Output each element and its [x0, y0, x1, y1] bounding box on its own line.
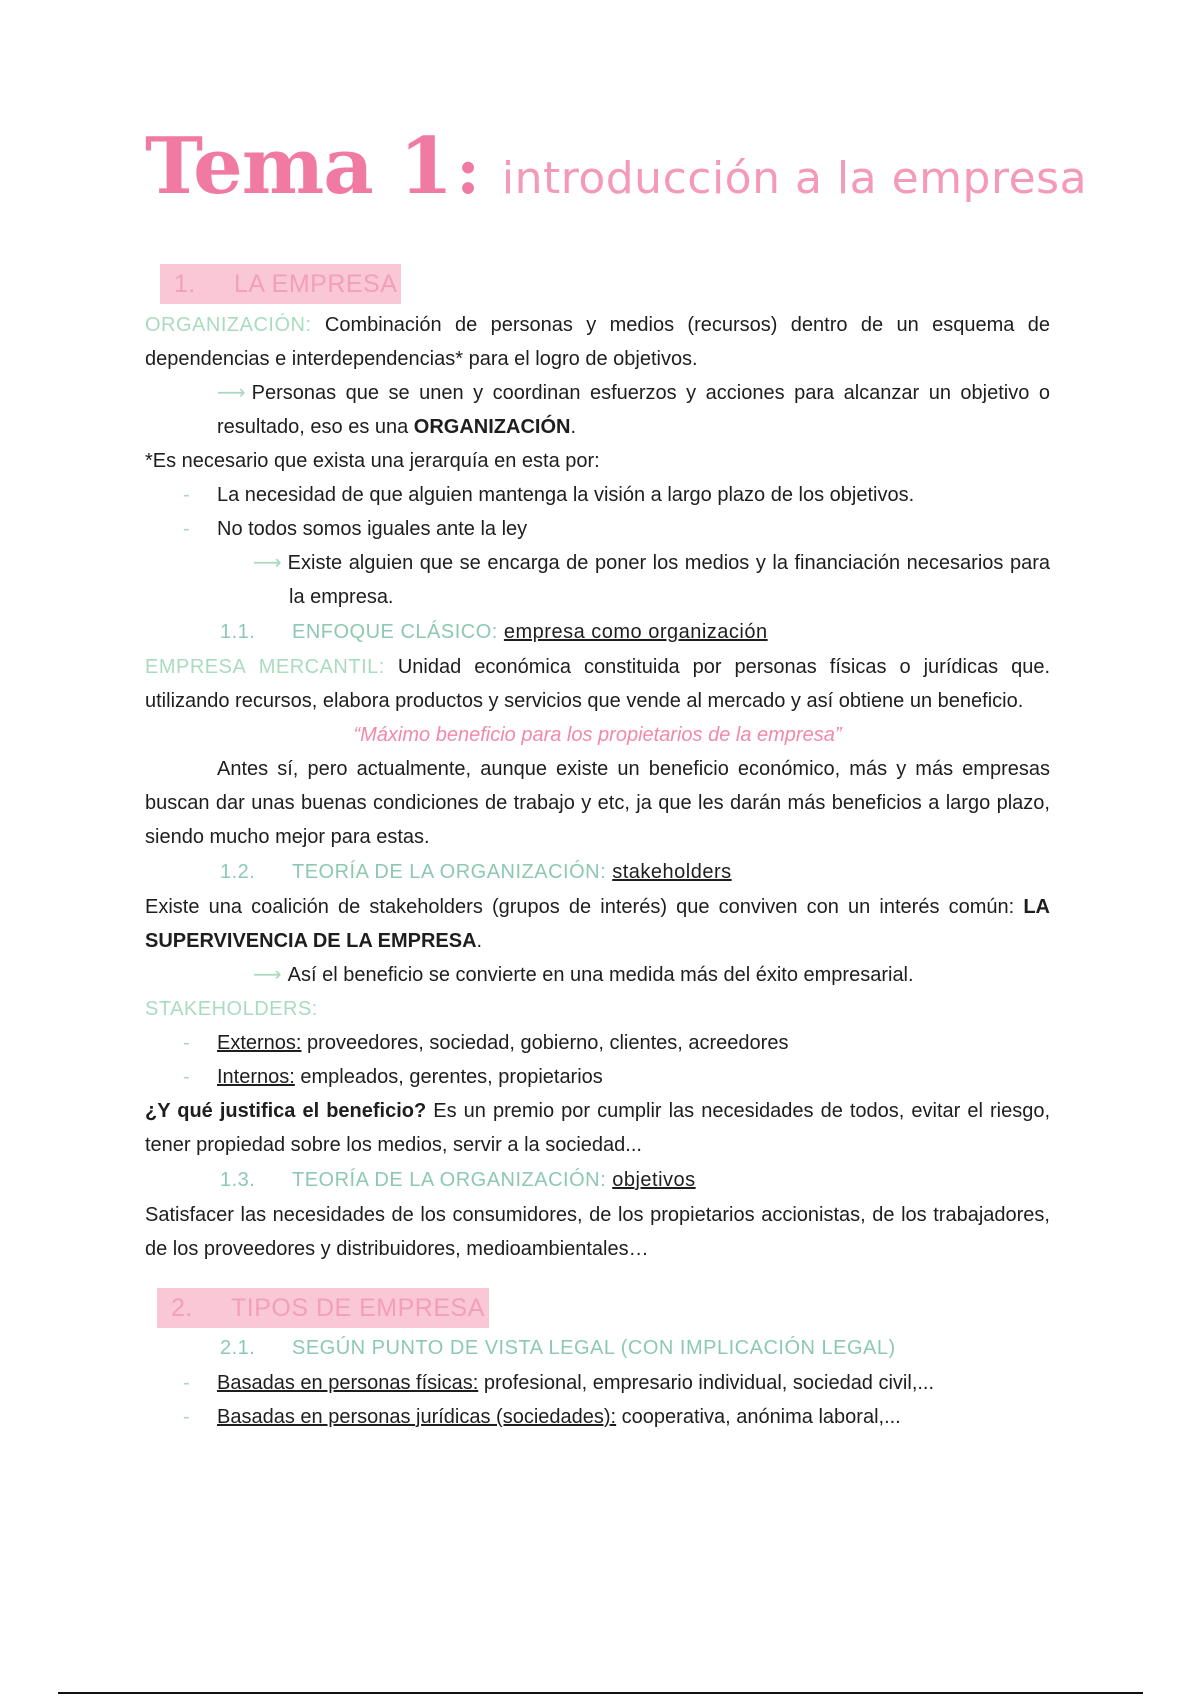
list-item: - Basadas en personas jurídicas (sociedades): cooperativa, anónima laboral,...: [183, 1400, 1050, 1434]
paragraph: Antes sí, pero actualmente, aunque existe un beneficio económico, más y más empresas buscan dar unas buenas condiciones de trabajo y etc, ja que les darán más beneficios a largo plazo, siendo mucho mejor para estas.: [145, 758, 1050, 848]
term-organizacion: ORGANIZACIÓN:: [145, 314, 312, 336]
page-title: [145, 121, 1088, 250]
arrow-right-icon: ⟶: [253, 964, 282, 986]
footer-divider: [58, 1692, 1143, 1694]
arrow-right-icon: ⟶: [217, 382, 246, 404]
title-subtitle: introducción a la empresa: [501, 153, 1088, 204]
section-label: LA EMPRESA: [234, 270, 398, 298]
dash-icon: -: [183, 1372, 190, 1394]
list-item: - No todos somos iguales ante la ley: [183, 512, 1050, 546]
term-empresa-mercantil: EMPRESA MERCANTIL:: [145, 656, 385, 678]
list-item: - Basadas en personas físicas: profesional, empresario individual, sociedad civil,...: [183, 1366, 1050, 1400]
organization-definition: ORGANIZACIÓN: Combinación de personas y medios (recursos) dentro de un esquema de dependencias e interdependencias* para el logro de objetivos.: [145, 314, 1050, 370]
arrow-note: ⟶ Personas que se unen y coordinan esfuerzos y acciones para alcanzar un objetivo o resultado, eso es una ORGANIZACIÓN.: [217, 382, 1050, 438]
quote: “Máximo beneficio para los propietarios de la empresa”: [353, 724, 842, 746]
dash-icon: -: [183, 1066, 190, 1088]
hierarchy-note: *Es necesario que exista una jerarquía en esta por:: [145, 450, 600, 472]
list-item: - La necesidad de que alguien mantenga la visión a largo plazo de los objetivos.: [183, 478, 1050, 512]
list-item: - Internos: empleados, gerentes, propietarios: [183, 1060, 1050, 1094]
document-content: [145, 121, 1088, 1434]
dash-icon: -: [183, 1406, 190, 1428]
subsection-heading-1-3: 1.3. TEORÍA DE LA ORGANIZACIÓN: objetivos: [220, 1169, 696, 1191]
title-main: Tema 1: [145, 121, 453, 212]
section-number: 1.: [174, 270, 196, 298]
arrow-note: ⟶ Existe alguien que se encarga de poner los medios y la financiación necesarios para la empresa.: [253, 552, 1050, 608]
subsection-topic: objetivos: [612, 1169, 696, 1191]
mercantile-definition: EMPRESA MERCANTIL: Unidad económica constituida por personas físicas o jurídicas que. utilizando recursos, elabora productos y servicios que vende al mercado y así obtiene un beneficio.: [145, 656, 1050, 712]
subsection-topic: stakeholders: [612, 861, 732, 883]
section-heading-2: [157, 1288, 1050, 1330]
section-number: 2.: [171, 1294, 193, 1322]
arrow-right-icon: ⟶: [253, 552, 282, 574]
subsection-heading-1-1: 1.1. ENFOQUE CLÁSICO: empresa como organización: [220, 621, 768, 643]
dash-icon: -: [183, 518, 190, 540]
arrow-note: ⟶ Así el beneficio se convierte en una medida más del éxito empresarial.: [253, 964, 914, 986]
dash-icon: -: [183, 1032, 190, 1054]
title-colon: :: [456, 134, 480, 209]
paragraph: ¿Y qué justifica el beneficio? Es un premio por cumplir las necesidades de todos, evitar el riesgo, tener propiedad sobre los medios, servir a la sociedad...: [145, 1100, 1050, 1156]
paragraph: Satisfacer las necesidades de los consumidores, de los propietarios accionistas, de los trabajadores, de los proveedores y distribuidores, medioambientales…: [145, 1204, 1050, 1260]
stakeholders-term: STAKEHOLDERS:: [145, 998, 318, 1020]
list-item: - Externos: proveedores, sociedad, gobierno, clientes, acreedores: [183, 1026, 1050, 1060]
subsection-heading-2-1: 2.1. SEGÚN PUNTO DE VISTA LEGAL (CON IMPLICACIÓN LEGAL): [220, 1337, 896, 1359]
dash-icon: -: [183, 484, 190, 506]
paragraph: Existe una coalición de stakeholders (grupos de interés) que conviven con un interés común: LA SUPERVIVENCIA DE LA EMPRESA.: [145, 896, 1050, 952]
section-heading-1: [160, 264, 1050, 306]
subsection-heading-1-2: 1.2. TEORÍA DE LA ORGANIZACIÓN: stakeholders: [220, 861, 732, 883]
subsection-topic: empresa como organización: [503, 621, 768, 643]
section-label: TIPOS DE EMPRESA: [231, 1294, 485, 1322]
